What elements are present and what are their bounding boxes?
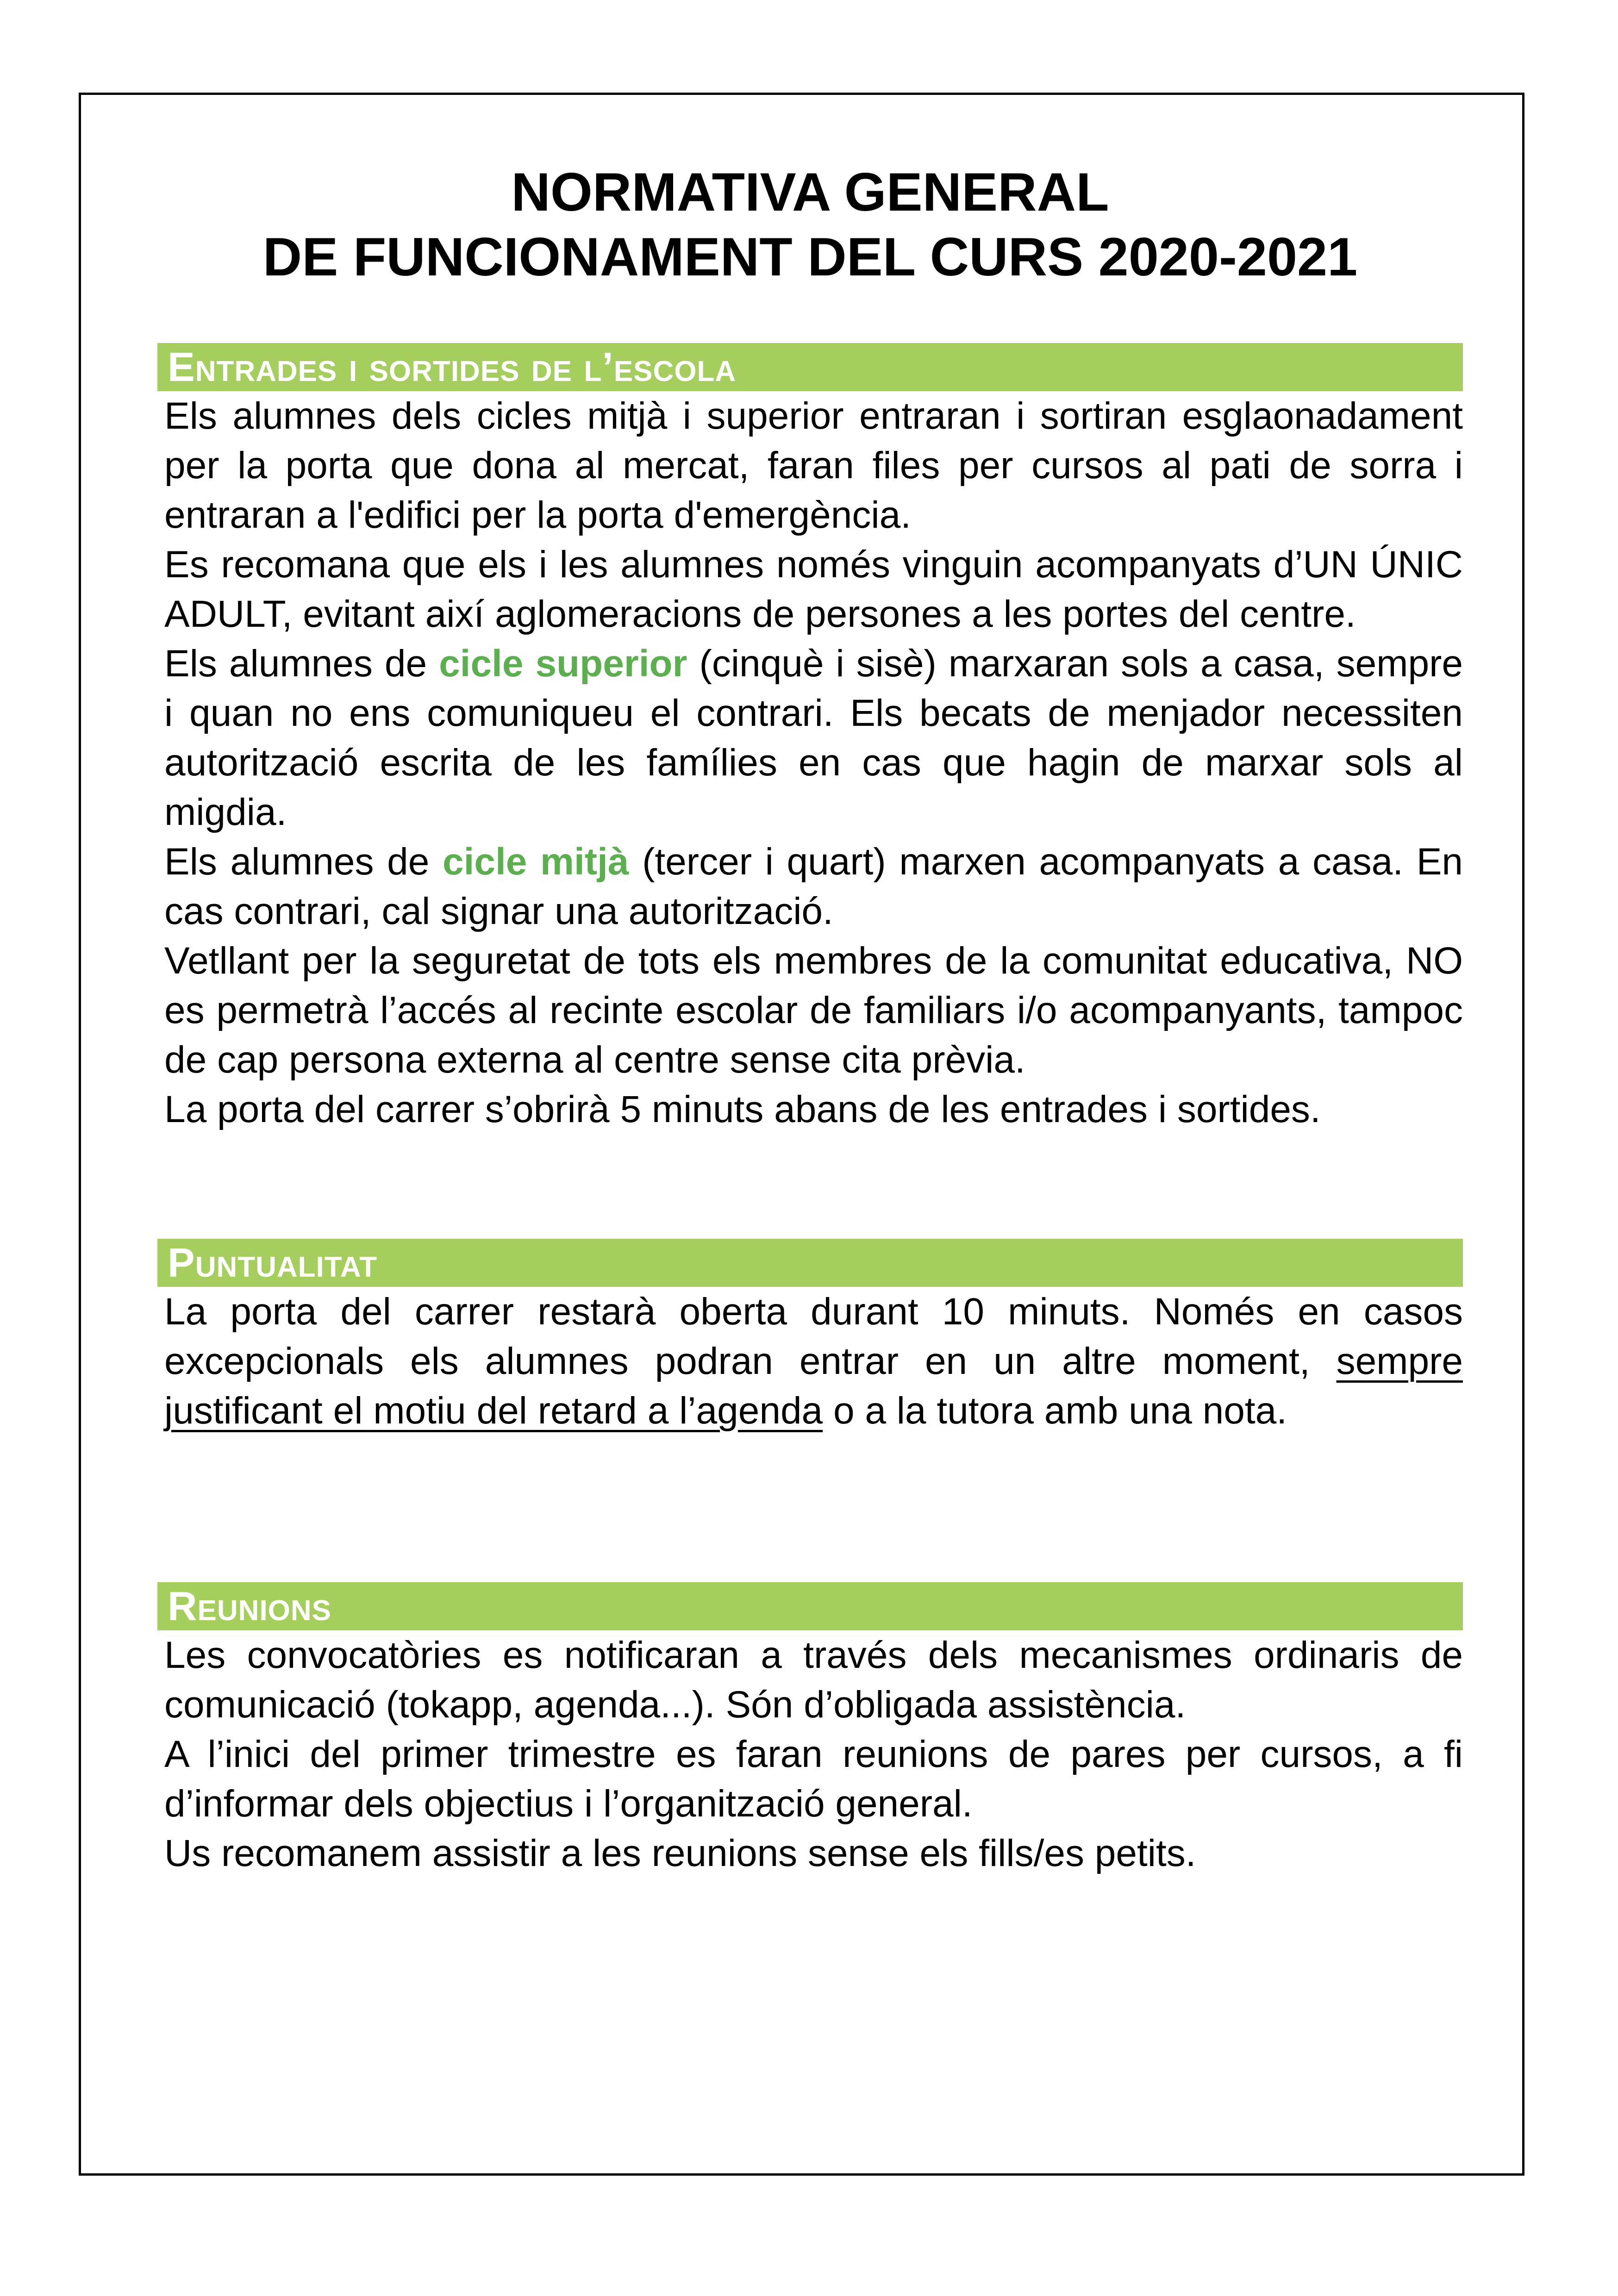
paragraph-entrades-5 <box>157 936 1463 1085</box>
paragraph-entrades-2 <box>157 540 1463 639</box>
paragraph-reunions-2 <box>157 1729 1463 1828</box>
paragraph-entrades-1 <box>157 391 1463 540</box>
section-heading-label: Entrades i sortides de l’escola <box>168 344 737 390</box>
section-heading-label: Reunions <box>168 1583 332 1629</box>
page-title-line1: NORMATIVA GENERAL <box>511 162 1109 222</box>
text-segment: Vetllant per la seguretat de tots els membres de la comunitat educativa, NO es permetrà l’accés al recinte escolar de familiars i/o acompanyants, tampoc de cap persona externa al centre sense cita prèvia. <box>164 940 1463 1081</box>
document-content <box>157 93 1463 1878</box>
text-segment: Els alumnes de <box>164 643 439 685</box>
text-segment: Es recomana que els i les alumnes només vinguin acompanyats d’UN ÚNIC ADULT, evitant així aglomeracions de persones a les portes del centre. <box>164 543 1463 635</box>
section-heading-label: Puntualitat <box>168 1240 378 1285</box>
term-cicle-mitja: cicle mitjà <box>443 841 629 883</box>
text-segment: Les convocatòries es notificaran a través dels mecanismes ordinaris de comunicació (tokapp, agenda...). Són d’obligada assistència. <box>164 1634 1463 1726</box>
text-segment: La porta del carrer s’obrirà 5 minuts abans de les entrades i sortides. <box>164 1088 1321 1130</box>
section-heading-reunions <box>157 1582 1463 1630</box>
paragraph-reunions-3 <box>157 1828 1463 1878</box>
text-segment: (tercer i quart) marxen acompanyats a casa. En cas contrari, cal signar una autorització. <box>164 841 1463 932</box>
paragraph-entrades-6 <box>157 1085 1463 1134</box>
paragraph-entrades-4 <box>157 837 1463 936</box>
paragraph-reunions-1 <box>157 1630 1463 1729</box>
underlined-phrase-retard-agenda: sempre justificant el motiu del retard a l’agenda <box>164 1340 1463 1432</box>
section-heading-entrades-sortides <box>157 343 1463 391</box>
page-title-line2: DE FUNCIONAMENT DEL CURS 2020-2021 <box>262 226 1358 287</box>
text-segment: La porta del carrer restarà oberta durant 10 minuts. Només en casos excepcionals els alumnes podran entrar en un altre moment, <box>164 1291 1463 1382</box>
term-cicle-superior: cicle superior <box>439 643 687 685</box>
text-segment: o a la tutora amb una nota. <box>823 1390 1287 1432</box>
text-segment: Els alumnes de <box>164 841 443 883</box>
page-title <box>157 160 1463 289</box>
text-segment: Els alumnes dels cicles mitjà i superior entraran i sortiran esglaonadament per la porta que dona al mercat, faran files per cursos al pati de sorra i entraran a l'edifici per la porta d'emergència. <box>164 395 1463 536</box>
text-segment: (cinquè i sisè) marxaran sols a casa, sempre i quan no ens comuniqueu el contrari. Els becats de menjador necessiten autorització escrita de les famílies en cas que hagin de marxar sols al migdia. <box>164 643 1463 833</box>
text-segment: Us recomanem assistir a les reunions sense els fills/es petits. <box>164 1832 1196 1874</box>
section-heading-puntualitat <box>157 1239 1463 1287</box>
text-segment: A l’inici del primer trimestre es faran reunions de pares per cursos, a fi d’informar dels objectius i l’organització general. <box>164 1733 1463 1825</box>
paragraph-puntualitat-1 <box>157 1287 1463 1435</box>
paragraph-entrades-3 <box>157 639 1463 837</box>
